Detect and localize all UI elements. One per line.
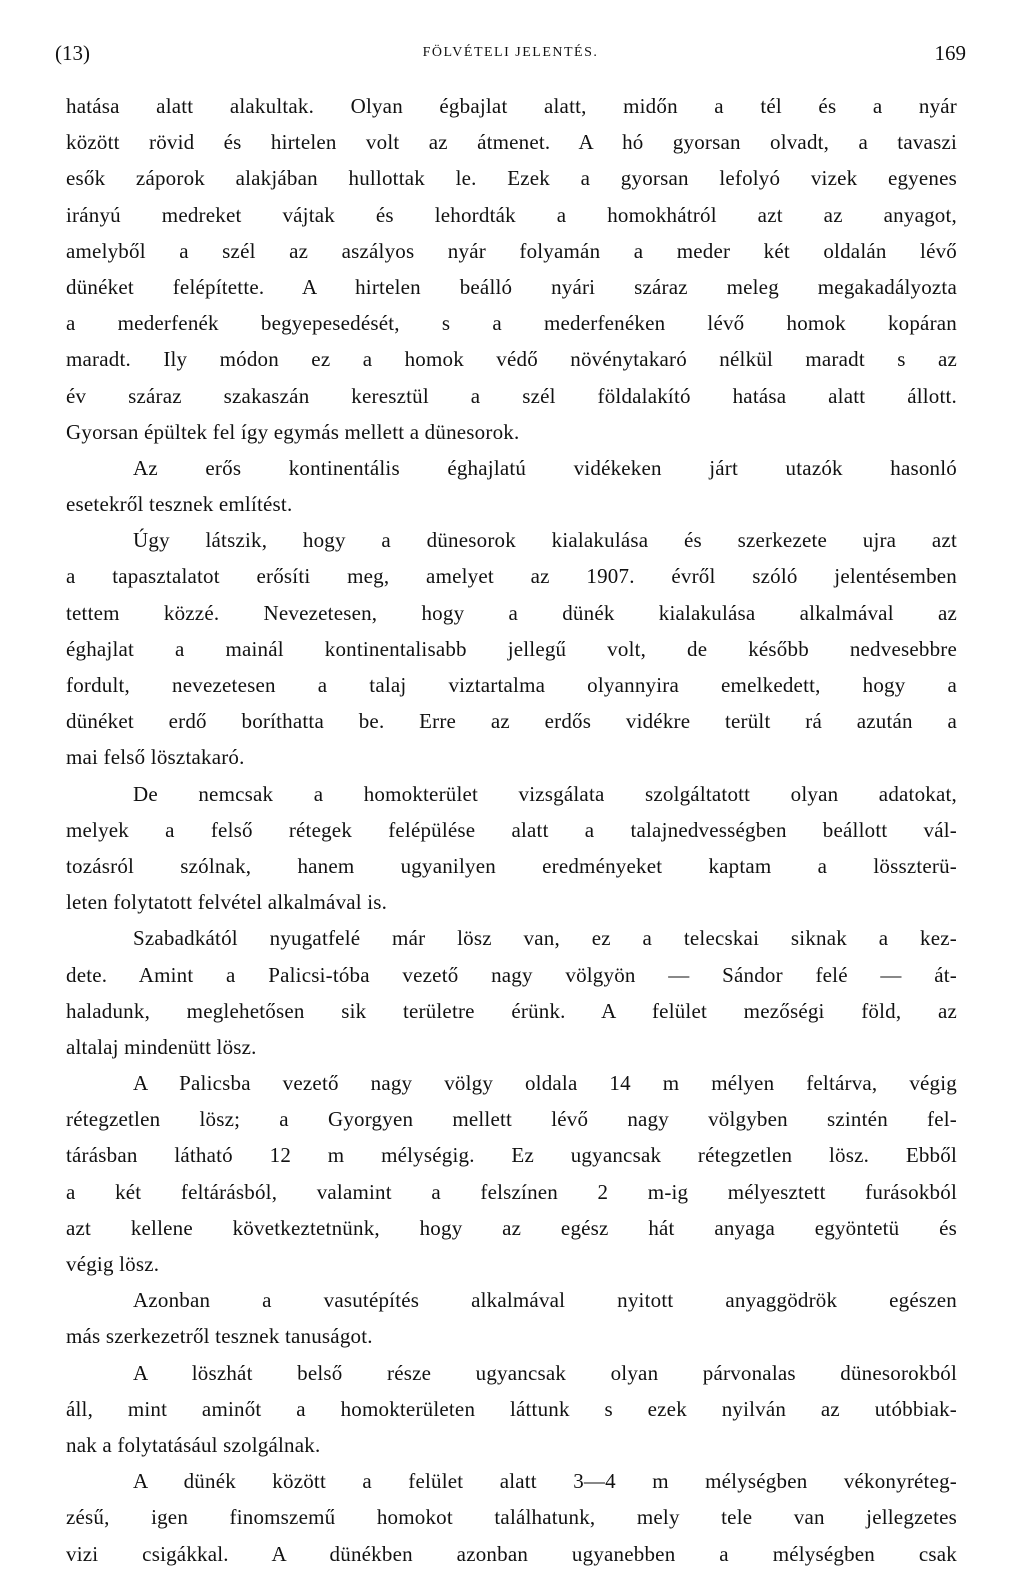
text-line: végig lösz.	[66, 1252, 160, 1276]
text-line: dünéket felépítette. A hirtelen beálló nyári száraz meleg megakadályozta	[66, 274, 957, 299]
text-line: mai felső lösztakaró.	[66, 745, 245, 770]
body-text	[66, 88, 957, 1572]
text-line: A löszhát belső része ugyancsak olyan párvonalas dünesorokból	[133, 1360, 957, 1385]
text-line: a két feltárásból, valamint a felszínen 2 m-ig mélyesztett furásokból	[66, 1179, 957, 1204]
text-line: A Palicsba vezető nagy völgy oldala 14 m mélyen feltárva, végig	[133, 1071, 957, 1096]
text-line: maradt. Ily módon ez a homok védő növénytakaró nélkül maradt s az	[66, 347, 957, 372]
text-line: esetekről tesznek említést.	[66, 492, 293, 517]
text-line: más szerkezetről tesznek tanuságot.	[66, 1324, 373, 1349]
text-line: tozásról szólnak, hanem ugyanilyen eredményeket kaptam a lösszterü-	[66, 853, 957, 878]
text-line: éghajlat a mainál kontinentalisabb jellegű volt, de később nedvesebbre	[66, 636, 957, 661]
text-line: a mederfenék begyepesedését, s a mederfenéken lévő homok kopáran	[66, 311, 957, 336]
text-line: melyek a felső rétegek felépülése alatt a talajnedvességben beállott vál-	[66, 817, 957, 842]
text-line: De nemcsak a homokterület vizsgálata szolgáltatott olyan adatokat,	[133, 781, 957, 806]
text-line: dete. Amint a Palicsi-tóba vezető nagy völgyön — Sándor felé — át-	[66, 962, 957, 987]
text-line: nak a folytatásául szolgálnak.	[66, 1432, 321, 1457]
text-line: Szabadkától nyugatfelé már lösz van, ez a telecskai siknak a kez-	[133, 926, 957, 951]
text-line: altalaj mindenütt lösz.	[66, 1034, 257, 1059]
text-line: között rövid és hirtelen volt az átmenet. A hó gyorsan olvadt, a tavaszi	[66, 130, 957, 155]
running-title: FÖLVÉTELI JELENTÉS.	[422, 45, 599, 60]
text-line: haladunk, meglehetősen sik területre érünk. A felület mezőségi föld, az	[66, 998, 957, 1023]
text-line: tettem közzé. Nevezetesen, hogy a dünék kialakulása alkalmával az	[66, 600, 957, 625]
text-line: dünéket erdő boríthatta be. Erre az erdős vidékre terült rá azután a	[66, 709, 957, 734]
text-line: Gyorsan épültek fel így egymás mellett a dünesorok.	[66, 419, 520, 444]
text-line: amelyből a szél az aszályos nyár folyamán a meder két oldalán lévő	[66, 238, 957, 263]
text-line: vizi csigákkal. A dünékben azonban ugyanebben a mélységben csak	[66, 1541, 957, 1566]
text-line: hatása alatt alakultak. Olyan égbajlat alatt, midőn a tél és a nyár	[66, 94, 957, 118]
text-line: Úgy látszik, hogy a dünesorok kialakulása és szerkezete ujra azt	[133, 528, 957, 553]
text-line: Azonban a vasutépítés alkalmával nyitott anyaggödrök egészen	[133, 1288, 957, 1313]
page-reference: (13)	[55, 41, 90, 65]
running-head	[55, 38, 966, 68]
text-line: A dünék között a felület alatt 3—4 m mélységben vékonyréteg-	[133, 1469, 957, 1494]
text-line: Az erős kontinentális éghajlatú vidékeken járt utazók hasonló	[133, 455, 957, 480]
text-line: irányú medreket vájtak és lehordták a homokhátról azt az anyagot,	[66, 202, 957, 227]
text-line: fordult, nevezetesen a talaj viztartalma olyannyira emelkedett, hogy a	[66, 673, 957, 697]
text-line: a tapasztalatot erősíti meg, amelyet az 1907. évről szóló jelentésemben	[66, 564, 957, 589]
text-line: esők záporok alakjában hullottak le. Ezek a gyorsan lefolyó vizek egyenes	[66, 166, 957, 191]
text-line: zésű, igen finomszemű homokot találhatunk, mely tele van jellegzetes	[66, 1505, 957, 1530]
text-line: év száraz szakaszán keresztül a szél földalakító hatása alatt állott.	[66, 383, 957, 408]
text-line: áll, mint aminőt a homokterületen láttunk s ezek nyilván az utóbbiak-	[66, 1396, 957, 1421]
text-line: tárásban látható 12 m mélységig. Ez ugyancsak rétegzetlen lösz. Ebből	[66, 1143, 957, 1168]
text-line: azt kellene következtetnünk, hogy az egész hát anyaga egyöntetü és	[66, 1215, 957, 1240]
text-line: rétegzetlen lösz; a Gyorgyen mellett lévő nagy völgyben szintén fel-	[66, 1107, 957, 1132]
text-line: leten folytatott felvétel alkalmával is.	[66, 890, 388, 915]
page-number: 169	[934, 41, 966, 65]
